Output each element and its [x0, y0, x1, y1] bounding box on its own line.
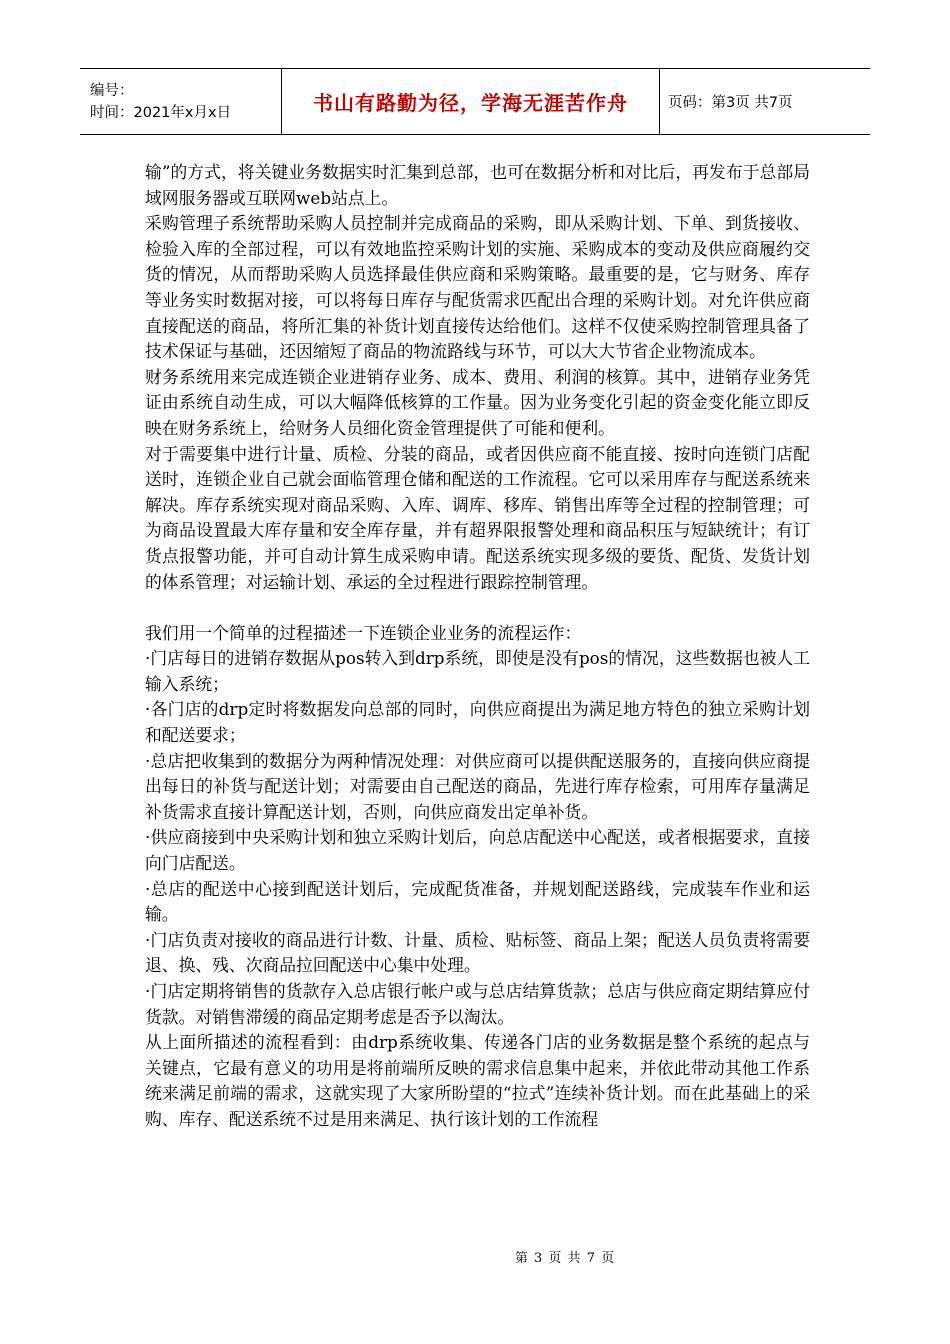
footer-page-number: 第 3 页 共 7 页 — [514, 1251, 616, 1266]
page-footer — [0, 1247, 950, 1266]
list-item: ·门店负责对接收的商品进行计数、计量、质检、贴标签、商品上架；配送人员负责将需要退、换、残、次商品拉回配送中心集中处理。 — [145, 929, 810, 976]
document-time-label: 时间：2021年x月x日 — [90, 104, 232, 121]
page-header — [80, 68, 870, 135]
list-item: ·门店定期将销售的货款存入总店银行帐户或与总店结算货款；总店与供应商定期结算应付货款。对销售滞缓的商品定期考虑是否予以淘汰。 — [145, 981, 810, 1027]
list-item: ·总店的配送中心接到配送计划后，完成配货准备，并规划配送路线，完成装车作业和运输。 — [145, 878, 810, 925]
header-page-label: 页码：第3页 共7页 — [668, 95, 793, 111]
paragraph: 我们用一个简单的过程描述一下连锁企业业务的流程运作： — [145, 622, 582, 643]
paragraph: 输”的方式，将关键业务数据实时汇集到总部，也可在数据分析和对比后，再发布于总部局域网服务器或互联网web站点上。 — [145, 162, 810, 208]
document-number-label: 编号： — [90, 82, 134, 99]
header-motto: 书山有路勤为径，学海无涯苦作舟 — [282, 69, 660, 134]
document-body — [145, 160, 810, 1133]
paragraph: 对于需要集中进行计量、质检、分装的商品，或者因供应商不能直接、按时向连锁门店配送时，连锁企业自己就会面临管理仓储和配送的工作流程。它可以采用库存与配送系统来解决。库存系统实现对商品采购、入库、调库、移库、销售出库等全过程的控制管理；可为商品设置最大库存量和安全库存量，并有超界限报警处理和商品积压与短缺统计；有订货点报警功能，并可自动计算生成采购申请。配送系统实现多级的要货、配货、发货计划的体系管理；对运输计划、承运的全过程进行跟踪控制管理。 — [145, 443, 810, 592]
list-item: ·总店把收集到的数据分为两种情况处理：对供应商可以提供配送服务的，直接向供应商提出每日的补货与配送计划；对需要由自己配送的商品，先进行库存检索，可用库存量满足补货需求直接计算配送计划，否则，向供应商发出定单补货。 — [145, 750, 810, 822]
paragraph: 采购管理子系统帮助采购人员控制并完成商品的采购，即从采购计划、下单、到货接收、检验入库的全部过程，可以有效地监控采购计划的实施、采购成本的变动及供应商履约交货的情况，从而帮助采购人员选择最佳供应商和采购策略。最重要的是，它与财务、库存等业务实时数据对接，可以将每日库存与配货需求匹配出合理的采购计划。对允许供应商直接配送的商品，将所汇集的补货计划直接传达给他们。这样不仅使采购控制管理具备了技术保证与基础，还因缩短了商品的物流路线与环节，可以大大节省企业物流成本。 — [145, 213, 810, 362]
paragraph: 从上面所描述的流程看到：由drp系统收集、传递各门店的业务数据是整个系统的起点与关键点，它最有意义的功用是将前端所反映的需求信息集中起来，并依此带动其他工作系统来满足前端的需求，这就实现了大家所盼望的“拉式”连续补货计划。而在此基础上的采购、库存、配送系统不过是用来满足、执行该计划的工作流程 — [145, 1032, 810, 1129]
list-item: ·各门店的drp定时将数据发向总部的同时，向供应商提出为满足地方特色的独立采购计划和配送要求； — [145, 699, 810, 746]
blank-line — [145, 595, 810, 621]
list-item: ·供应商接到中央采购计划和独立采购计划后，向总店配送中心配送，或者根据要求，直接向门店配送。 — [145, 827, 810, 874]
paragraph: 财务系统用来完成连锁企业进销存业务、成本、费用、利润的核算。其中，进销存业务凭证由系统自动生成，可以大幅降低核算的工作量。因为业务变化引起的资金变化能立即反映在财务系统上，给财务人员细化资金管理提供了可能和便利。 — [145, 366, 810, 438]
list-item: ·门店每日的进销存数据从pos转入到drp系统，即使是没有pos的情况，这些数据也被人工输入系统； — [145, 648, 810, 694]
header-meta — [80, 69, 282, 134]
